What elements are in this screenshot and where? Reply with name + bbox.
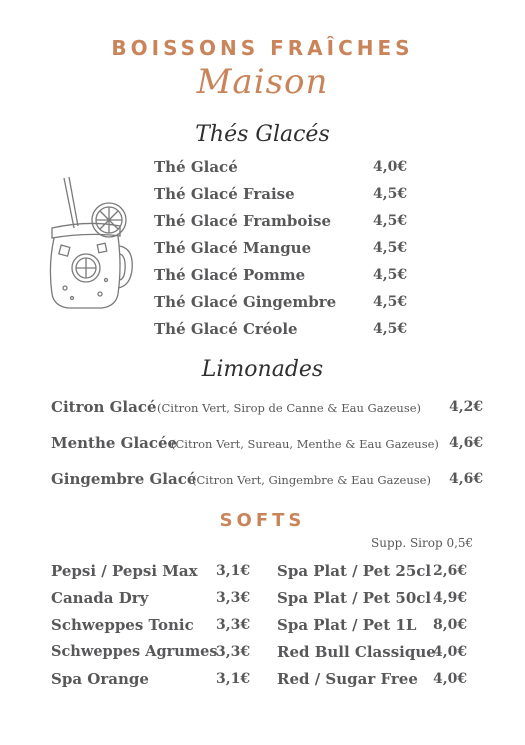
list-item bbox=[154, 320, 414, 347]
item-name: Spa Plat / Pet 50cl bbox=[277, 589, 432, 607]
item-price: 4,6€ bbox=[449, 435, 484, 451]
list-item bbox=[51, 616, 261, 643]
item-price: 3,3€ bbox=[216, 644, 251, 660]
item-name: Canada Dry bbox=[51, 589, 149, 607]
item-name: Thé Glacé Gingembre bbox=[154, 293, 337, 311]
item-name: Citron Glacé bbox=[51, 398, 157, 416]
item-name: Thé Glacé Pomme bbox=[154, 266, 306, 284]
menu-subtitle: Maison bbox=[196, 62, 329, 102]
list-item bbox=[154, 266, 414, 293]
item-name: Thé Glacé bbox=[154, 158, 238, 176]
item-name: Pepsi / Pepsi Max bbox=[51, 562, 198, 580]
item-name: Red Bull Classique bbox=[277, 643, 436, 661]
item-price: 3,1€ bbox=[216, 563, 251, 579]
list-item bbox=[51, 643, 261, 670]
item-description: (Citron Vert, Gingembre & Eau Gazeuse) bbox=[192, 473, 431, 487]
iced-tea-jar-icon bbox=[40, 176, 135, 316]
item-price: 2,6€ bbox=[433, 563, 468, 579]
item-price: 4,5€ bbox=[373, 186, 408, 202]
item-price: 4,5€ bbox=[373, 321, 408, 337]
item-price: 4,5€ bbox=[373, 240, 408, 256]
item-price: 4,9€ bbox=[433, 590, 468, 606]
list-item bbox=[51, 589, 261, 616]
item-price: 4,0€ bbox=[433, 671, 468, 687]
item-name: Schweppes Agrumes bbox=[51, 643, 218, 660]
item-name: Thé Glacé Fraise bbox=[154, 185, 295, 203]
item-name: Thé Glacé Créole bbox=[154, 320, 298, 338]
item-name: Menthe Glacée bbox=[51, 434, 178, 452]
list-item bbox=[51, 434, 491, 470]
menu-title: BOISSONS FRAÎCHES bbox=[111, 36, 414, 60]
item-price: 4,0€ bbox=[373, 159, 408, 175]
item-name: Thé Glacé Mangue bbox=[154, 239, 312, 257]
item-price: 4,5€ bbox=[373, 294, 408, 310]
list-item bbox=[154, 293, 414, 320]
softs-list-right bbox=[277, 562, 477, 697]
item-price: 4,2€ bbox=[449, 399, 484, 415]
item-name: Schweppes Tonic bbox=[51, 616, 194, 634]
item-price: 3,3€ bbox=[216, 617, 251, 633]
item-price: 4,0€ bbox=[433, 644, 468, 660]
list-item bbox=[154, 185, 414, 212]
list-item bbox=[154, 239, 414, 266]
item-price: 3,1€ bbox=[216, 671, 251, 687]
item-price: 4,6€ bbox=[449, 471, 484, 487]
softs-list-left bbox=[51, 562, 261, 697]
item-name: Spa Plat / Pet 1L bbox=[277, 616, 417, 634]
thes-list bbox=[154, 158, 414, 347]
item-name: Spa Plat / Pet 25cl bbox=[277, 562, 432, 580]
item-description: (Citron Vert, Sureau, Menthe & Eau Gazeuse) bbox=[171, 437, 439, 451]
item-description: (Citron Vert, Sirop de Canne & Eau Gazeuse) bbox=[157, 401, 422, 415]
item-price: 4,5€ bbox=[373, 267, 408, 283]
syrup-supplement-note: Supp. Sirop 0,5€ bbox=[371, 536, 474, 550]
section-heading-softs: SOFTS bbox=[219, 510, 306, 531]
list-item bbox=[277, 562, 477, 589]
list-item bbox=[277, 643, 477, 670]
limonades-list bbox=[51, 398, 491, 506]
section-heading-thes: Thés Glacés bbox=[195, 122, 330, 147]
list-item bbox=[51, 670, 261, 697]
list-item bbox=[51, 398, 491, 434]
list-item bbox=[277, 616, 477, 643]
list-item bbox=[154, 212, 414, 239]
item-price: 8,0€ bbox=[433, 617, 468, 633]
list-item bbox=[277, 670, 477, 697]
list-item bbox=[51, 470, 491, 506]
item-name: Red / Sugar Free bbox=[277, 670, 418, 688]
section-heading-limonades: Limonades bbox=[201, 357, 324, 382]
list-item bbox=[51, 562, 261, 589]
item-name: Thé Glacé Framboise bbox=[154, 212, 332, 230]
item-price: 3,3€ bbox=[216, 590, 251, 606]
item-name: Spa Orange bbox=[51, 670, 149, 688]
item-price: 4,5€ bbox=[373, 213, 408, 229]
list-item bbox=[277, 589, 477, 616]
item-name: Gingembre Glacé bbox=[51, 470, 197, 488]
list-item bbox=[154, 158, 414, 185]
